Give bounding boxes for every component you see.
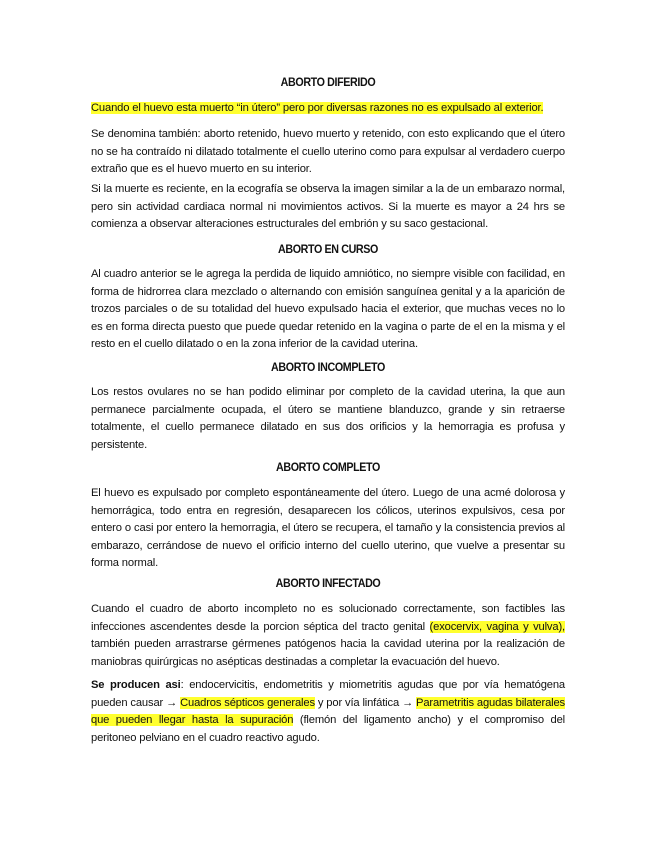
incompleto-paragraph: Los restos ovulares no se han podido eliminar por completo de la cavidad uterina, la que aun permanece parcialmente ocupada, el útero se mantiene blanduzco, grande y sin retraerse totalmente, el cuello permanece dilatado en sus dos orificios y la hemorragia es profusa y persistente. (91, 386, 565, 451)
infectado-paragraph-2 (91, 677, 565, 747)
heading-aborto-diferido: ABORTO DIFERIDO (280, 77, 376, 89)
infectado-text-c: : endocervicitis, endometritis y miometritis agudas que por vía hematógena pueden causar → (91, 679, 566, 709)
heading-aborto-en-curso: ABORTO EN CURSO (277, 244, 379, 256)
heading-aborto-completo: ABORTO COMPLETO (276, 462, 380, 474)
infectado-text-a: Cuando el cuadro de aborto incompleto no es solucionado correctamente, son factibles las infecciones ascendentes desde la porcion séptica del tracto genital (91, 603, 565, 633)
diferido-paragraph-2: Se denomina también: aborto retenido, huevo muerto y retenido, con esto explicando que el útero no se ha contraído ni dilatado totalmente el cuello uterino como para expulsar al verdadero cuerpo extraño que es el huevo muerto en su interior. (91, 128, 565, 176)
highlighted-text: (exocervix, vagina y vulva), (429, 620, 565, 633)
infectado-text-e: (flemón del ligamento ancho) y el compromiso del peritoneo pelviano en el cuadro reactivo agudo. (91, 714, 565, 744)
highlighted-text: Cuadros sépticos generales (180, 696, 315, 709)
en-curso-paragraph: Al cuadro anterior se le agrega la perdida de liquido amniótico, no siempre visible con facilidad, en forma de hidrorrea clara mezclado o alternando con emisión sanguínea genital y a la aparición de trozos parciales o de su totalidad del huevo expulsado hacia el exterior, que muchas veces no lo es en forma directa puesto que puede quedar retenido en la vagina o parte de el en la misma y el resto en el cuello dilatado o en la zona inferior de la cavidad uterina. (91, 268, 565, 351)
highlighted-text: Parametritis agudas bilaterales que pueden llegar hasta la supuración (91, 696, 565, 727)
diferido-paragraph-3: Si la muerte es reciente, en la ecografía se observa la imagen similar a la de un embarazo normal, pero sin actividad cardiaca normal ni movimientos activos. Si la muerte es mayor a 24 hrs se comienza a observar alteraciones estructurales del embrión y su saco gestacional. (91, 183, 565, 231)
diferido-definition (91, 100, 565, 118)
bold-lead: Se producen asi (91, 679, 181, 691)
heading-aborto-incompleto: ABORTO INCOMPLETO (271, 362, 385, 374)
highlighted-text: Cuando el huevo esta muerto “in útero” pero por diversas razones no es expulsado al exterior. (91, 102, 544, 114)
completo-paragraph: El huevo es expulsado por completo espontáneamente del útero. Luego de una acmé dolorosa y hemorrágica, todo entra en regresión, desaparecen los cólicos, uterinos expulsivos, cesa por entero o casi por entero la hemorragia, el útero se recupera, el tamaño y la consistencia previos al embarazo, cerrándose de nuevo el orificio interno del cuello uterino, que vuelve a presentar su forma normal. (91, 487, 565, 570)
infectado-paragraph-1 (91, 601, 565, 671)
heading-aborto-infectado: ABORTO INFECTADO (275, 578, 381, 590)
infectado-text-d: y por vía linfática → (314, 696, 417, 709)
infectado-text-b: también pueden arrastrarse gérmenes patógenos hacia la cavidad uterina por la realización de maniobras quirúrgicas no asépticas destinadas a completar la evacuación del huevo. (91, 638, 565, 668)
